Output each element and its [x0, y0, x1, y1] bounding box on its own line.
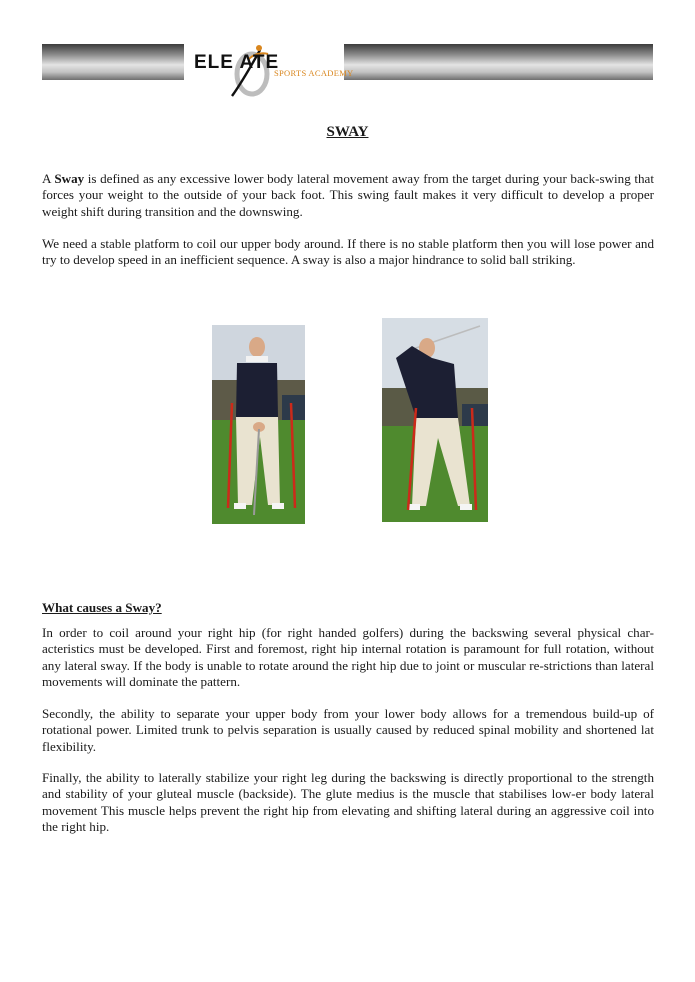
golfer-address-photo	[212, 325, 305, 524]
intro-paragraph-1	[42, 171, 654, 220]
header-bar-right	[344, 44, 653, 80]
header-bar-left	[42, 44, 184, 80]
logo-subtitle: SPORTS ACADEMY	[274, 68, 354, 78]
section-heading-causes: What causes a Sway?	[42, 600, 162, 615]
intro-p1-bold: Sway	[54, 171, 85, 186]
golfer-backswing-photo	[382, 318, 488, 522]
page-title: SWAY	[326, 124, 369, 140]
causes-paragraph-3: Finally, the ability to laterally stabilize your right leg during the backswing is directly proportional to the strength and stability of your gluteal muscle (backside). The glute medius is the muscle that stabilises low-er body lateral movement This muscle helps prevent the right hip from elevating and shifting lateral during an aggressive coil into the right hip.	[42, 770, 654, 835]
intro-p1-rest: is defined as any excessive lower body lateral movement away from the target during your back-swing that forces your weight to the outside of your back foot. This swing fault makes it very difficult to develop a proper weight shift during transition and the downswing.	[42, 171, 654, 219]
elevate-logo	[190, 40, 354, 98]
intro-paragraph-2: We need a stable platform to coil our upper body around. If there is no stable platform then you will lose power and try to develop speed in an inefficient sequence. A sway is also a major hindrance to solid ball striking.	[42, 236, 654, 268]
causes-paragraph-2: Secondly, the ability to separate your upper body from your lower body allows for a tremendous build-up of rotational power. Limited trunk to pelvis separation is usually caused by reduced spinal mobility and shortened lat flexibility.	[42, 706, 654, 754]
intro-p1-prefix: A	[42, 171, 55, 186]
logo-wordmark: ELE ATE	[194, 52, 280, 73]
causes-paragraph-1: In order to coil around your right hip (for right handed golfers) during the backswing several physical char-acteristics must be developed. First and foremost, right hip internal rotation is paramount for full rotation, without any lateral sway. If the body is unable to rotate around the right hip due to joint or muscular re-strictions than lateral movements will dominate the pattern.	[42, 625, 654, 690]
